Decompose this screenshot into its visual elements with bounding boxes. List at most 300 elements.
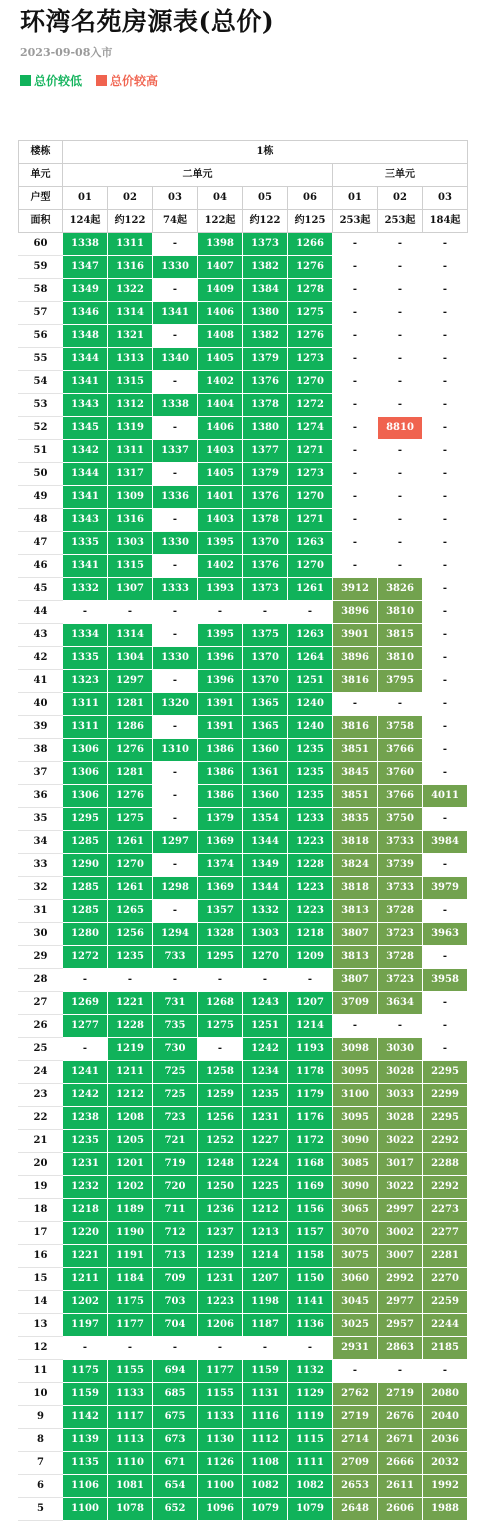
price-cell: 1106 xyxy=(63,1475,108,1498)
price-cell: 3100 xyxy=(333,1084,378,1107)
price-cell: 1396 xyxy=(198,670,243,693)
table-row xyxy=(19,1452,468,1475)
price-cell: 3760 xyxy=(378,762,423,785)
price-cell: 1360 xyxy=(243,785,288,808)
price-cell: 1119 xyxy=(288,1406,333,1429)
price-cell: 1136 xyxy=(288,1314,333,1337)
table-row xyxy=(19,739,468,762)
price-cell: 1322 xyxy=(108,279,153,302)
price-cell: 3958 xyxy=(423,969,468,992)
price-cell: 3963 xyxy=(423,923,468,946)
price-cell: 2295 xyxy=(423,1061,468,1084)
price-cell: - xyxy=(423,900,468,923)
price-cell: 1126 xyxy=(198,1452,243,1475)
price-cell: - xyxy=(153,785,198,808)
floor-label: 29 xyxy=(19,946,63,969)
price-cell: 1240 xyxy=(288,693,333,716)
table-row xyxy=(19,1245,468,1268)
price-cell: 2863 xyxy=(378,1337,423,1360)
price-cell: 1135 xyxy=(63,1452,108,1475)
price-cell: 1243 xyxy=(243,992,288,1015)
price-cell: 1403 xyxy=(198,509,243,532)
price-cell: - xyxy=(63,969,108,992)
price-cell: 1223 xyxy=(198,1291,243,1314)
price-cell: 1377 xyxy=(243,440,288,463)
area-header: 74起 xyxy=(153,210,198,233)
header-row-area xyxy=(19,210,468,233)
price-cell: 3065 xyxy=(333,1199,378,1222)
table-row xyxy=(19,1429,468,1452)
floor-label: 20 xyxy=(19,1153,63,1176)
price-cell: 1330 xyxy=(153,532,198,555)
price-cell: 3979 xyxy=(423,877,468,900)
price-cell: - xyxy=(423,256,468,279)
price-cell: 3818 xyxy=(333,831,378,854)
price-cell: 3810 xyxy=(378,601,423,624)
price-cell: 1374 xyxy=(198,854,243,877)
price-cell: - xyxy=(153,762,198,785)
price-cell: 1370 xyxy=(243,647,288,670)
floor-label: 11 xyxy=(19,1360,63,1383)
price-cell: 2281 xyxy=(423,1245,468,1268)
price-cell: 1155 xyxy=(198,1383,243,1406)
table-row xyxy=(19,1475,468,1498)
price-cell: 1276 xyxy=(288,256,333,279)
price-cell: - xyxy=(423,762,468,785)
price-cell: 1256 xyxy=(108,923,153,946)
price-cell: 8810 xyxy=(378,417,423,440)
price-cell: 2259 xyxy=(423,1291,468,1314)
table-row xyxy=(19,647,468,670)
price-cell: 1248 xyxy=(198,1153,243,1176)
price-cell: 1189 xyxy=(108,1199,153,1222)
price-cell: 3095 xyxy=(333,1107,378,1130)
price-cell: - xyxy=(423,670,468,693)
price-cell: 2957 xyxy=(378,1314,423,1337)
price-cell: 1111 xyxy=(288,1452,333,1475)
price-cell: 3025 xyxy=(333,1314,378,1337)
price-cell: - xyxy=(333,302,378,325)
floor-label: 51 xyxy=(19,440,63,463)
price-cell: 1341 xyxy=(63,371,108,394)
price-cell: - xyxy=(153,371,198,394)
price-cell: 1115 xyxy=(288,1429,333,1452)
floor-label: 52 xyxy=(19,417,63,440)
price-cell: 1235 xyxy=(108,946,153,969)
price-cell: 654 xyxy=(153,1475,198,1498)
price-cell: 1259 xyxy=(198,1084,243,1107)
price-cell: 1297 xyxy=(108,670,153,693)
price-cell: 1393 xyxy=(198,578,243,601)
price-cell: - xyxy=(423,946,468,969)
price-cell: 1369 xyxy=(198,831,243,854)
floor-label: 18 xyxy=(19,1199,63,1222)
price-cell: 1100 xyxy=(63,1498,108,1521)
price-cell: 721 xyxy=(153,1130,198,1153)
price-cell: 1225 xyxy=(243,1176,288,1199)
price-cell: 1116 xyxy=(243,1406,288,1429)
price-cell: 720 xyxy=(153,1176,198,1199)
price-cell: 1096 xyxy=(198,1498,243,1521)
price-cell: 1281 xyxy=(108,762,153,785)
price-cell: 3733 xyxy=(378,877,423,900)
price-cell: - xyxy=(423,440,468,463)
price-cell: 2273 xyxy=(423,1199,468,1222)
price-cell: - xyxy=(198,1038,243,1061)
price-cell: 1285 xyxy=(63,900,108,923)
table-row xyxy=(19,1061,468,1084)
price-cell: 1403 xyxy=(198,440,243,463)
table-row xyxy=(19,1406,468,1429)
price-cell: 1212 xyxy=(108,1084,153,1107)
price-cell: - xyxy=(243,969,288,992)
table-row xyxy=(19,1130,468,1153)
price-cell: 1401 xyxy=(198,486,243,509)
floor-label: 42 xyxy=(19,647,63,670)
room-header: 01 xyxy=(333,187,378,210)
price-cell: 3824 xyxy=(333,854,378,877)
price-cell: 3758 xyxy=(378,716,423,739)
price-cell: 1337 xyxy=(153,440,198,463)
price-cell: 1384 xyxy=(243,279,288,302)
price-cell: - xyxy=(423,578,468,601)
price-cell: 1340 xyxy=(153,348,198,371)
price-cell: 1265 xyxy=(108,900,153,923)
floor-label: 21 xyxy=(19,1130,63,1153)
price-cell: 1269 xyxy=(63,992,108,1015)
table-row xyxy=(19,1337,468,1360)
price-cell: - xyxy=(378,1360,423,1383)
price-cell: 1320 xyxy=(153,693,198,716)
price-cell: 1214 xyxy=(243,1245,288,1268)
price-cell: - xyxy=(423,509,468,532)
price-cell: - xyxy=(378,440,423,463)
price-cell: 3845 xyxy=(333,762,378,785)
floor-label: 36 xyxy=(19,785,63,808)
price-cell: - xyxy=(333,1015,378,1038)
price-cell: 2606 xyxy=(378,1498,423,1521)
floor-label: 57 xyxy=(19,302,63,325)
price-cell: 1235 xyxy=(288,762,333,785)
price-cell: - xyxy=(423,716,468,739)
price-cell: 1365 xyxy=(243,716,288,739)
price-cell: 1235 xyxy=(63,1130,108,1153)
price-cell: 1231 xyxy=(243,1107,288,1130)
price-cell: 1348 xyxy=(63,325,108,348)
price-cell: 2997 xyxy=(378,1199,423,1222)
price-cell: 1223 xyxy=(288,831,333,854)
price-cell: 1176 xyxy=(288,1107,333,1130)
price-cell: 1219 xyxy=(108,1038,153,1061)
price-cell: 1079 xyxy=(288,1498,333,1521)
price-cell: 694 xyxy=(153,1360,198,1383)
price-cell: 3090 xyxy=(333,1176,378,1199)
price-cell: - xyxy=(378,256,423,279)
price-cell: 1315 xyxy=(108,555,153,578)
floor-label: 37 xyxy=(19,762,63,785)
price-cell: 3085 xyxy=(333,1153,378,1176)
price-cell: - xyxy=(333,532,378,555)
price-cell: 1280 xyxy=(63,923,108,946)
table-row xyxy=(19,992,468,1015)
price-cell: 1316 xyxy=(108,509,153,532)
price-cell: 1330 xyxy=(153,256,198,279)
price-cell: 3045 xyxy=(333,1291,378,1314)
price-cell: 2666 xyxy=(378,1452,423,1475)
price-cell: - xyxy=(63,1337,108,1360)
floor-label: 56 xyxy=(19,325,63,348)
price-cell: 1252 xyxy=(198,1130,243,1153)
price-cell: 1386 xyxy=(198,739,243,762)
price-cell: 1156 xyxy=(288,1199,333,1222)
price-cell: 1261 xyxy=(288,578,333,601)
price-cell: - xyxy=(198,1337,243,1360)
price-cell: - xyxy=(423,647,468,670)
price-cell: 1386 xyxy=(198,762,243,785)
price-cell: 1379 xyxy=(243,348,288,371)
price-cell: 712 xyxy=(153,1222,198,1245)
price-cell: 1242 xyxy=(243,1038,288,1061)
table-row xyxy=(19,256,468,279)
price-cell: 1276 xyxy=(288,325,333,348)
area-label: 面积 xyxy=(19,210,63,233)
price-cell: 1223 xyxy=(288,877,333,900)
price-cell: - xyxy=(288,969,333,992)
price-cell: 1159 xyxy=(243,1360,288,1383)
price-cell: 1270 xyxy=(288,555,333,578)
price-cell: 1275 xyxy=(198,1015,243,1038)
floor-label: 41 xyxy=(19,670,63,693)
floor-label: 15 xyxy=(19,1268,63,1291)
price-cell: - xyxy=(378,325,423,348)
price-cell: 1273 xyxy=(288,463,333,486)
price-cell: 1409 xyxy=(198,279,243,302)
price-cell: 1406 xyxy=(198,417,243,440)
price-cell: 1212 xyxy=(243,1199,288,1222)
price-cell: 1298 xyxy=(153,877,198,900)
floor-label: 22 xyxy=(19,1107,63,1130)
price-cell: 2992 xyxy=(378,1268,423,1291)
price-cell: 3818 xyxy=(333,877,378,900)
price-cell: 1175 xyxy=(63,1360,108,1383)
price-cell: - xyxy=(333,1360,378,1383)
table-row xyxy=(19,371,468,394)
price-cell: 1275 xyxy=(108,808,153,831)
price-cell: 1158 xyxy=(288,1245,333,1268)
price-cell: - xyxy=(63,1038,108,1061)
price-cell: 2653 xyxy=(333,1475,378,1498)
price-cell: 1211 xyxy=(63,1268,108,1291)
price-cell: 1177 xyxy=(108,1314,153,1337)
price-cell: 2032 xyxy=(423,1452,468,1475)
price-cell: 1202 xyxy=(63,1291,108,1314)
legend-label-low: 总价较低 xyxy=(34,74,83,88)
header-row-unit xyxy=(19,164,468,187)
price-cell: 1406 xyxy=(198,302,243,325)
price-cell: 1202 xyxy=(108,1176,153,1199)
price-cell: 1341 xyxy=(153,302,198,325)
price-cell: 1286 xyxy=(108,716,153,739)
price-cell: 1346 xyxy=(63,302,108,325)
price-cell: 1272 xyxy=(63,946,108,969)
price-cell: - xyxy=(333,371,378,394)
price-cell: 1338 xyxy=(63,233,108,256)
price-cell: 2719 xyxy=(378,1383,423,1406)
price-cell: 675 xyxy=(153,1406,198,1429)
price-cell: 1274 xyxy=(288,417,333,440)
price-cell: 1238 xyxy=(63,1107,108,1130)
page-title: 环湾名苑房源表(总价) xyxy=(20,7,275,36)
price-cell: - xyxy=(423,463,468,486)
price-cell: 3075 xyxy=(333,1245,378,1268)
price-cell: 1398 xyxy=(198,233,243,256)
legend-item-high xyxy=(96,72,158,89)
building-name: 1栋 xyxy=(63,141,468,164)
price-cell: 3912 xyxy=(333,578,378,601)
floor-label: 23 xyxy=(19,1084,63,1107)
price-cell: 1141 xyxy=(288,1291,333,1314)
price-cell: 1341 xyxy=(63,555,108,578)
green-swatch-icon xyxy=(20,75,31,86)
table-row xyxy=(19,1107,468,1130)
price-cell: - xyxy=(423,417,468,440)
table-row xyxy=(19,1176,468,1199)
floor-label: 35 xyxy=(19,808,63,831)
area-header: 约125 xyxy=(288,210,333,233)
room-header: 01 xyxy=(63,187,108,210)
price-cell: 1395 xyxy=(198,532,243,555)
price-cell: - xyxy=(423,555,468,578)
price-cell: 1310 xyxy=(153,739,198,762)
area-header: 253起 xyxy=(333,210,378,233)
price-cell: 3810 xyxy=(378,647,423,670)
price-cell: - xyxy=(153,417,198,440)
price-cell: 3815 xyxy=(378,624,423,647)
price-cell: - xyxy=(423,233,468,256)
price-cell: 3634 xyxy=(378,992,423,1015)
price-cell: - xyxy=(153,233,198,256)
price-cell: 1405 xyxy=(198,463,243,486)
price-cell: 3901 xyxy=(333,624,378,647)
price-cell: 1242 xyxy=(63,1084,108,1107)
price-cell: 3795 xyxy=(378,670,423,693)
floor-label: 14 xyxy=(19,1291,63,1314)
price-cell: 1343 xyxy=(63,509,108,532)
price-cell: 1236 xyxy=(198,1199,243,1222)
table-row xyxy=(19,1498,468,1521)
floor-label: 58 xyxy=(19,279,63,302)
area-header: 约122 xyxy=(243,210,288,233)
price-cell: 671 xyxy=(153,1452,198,1475)
floor-label: 7 xyxy=(19,1452,63,1475)
table-row xyxy=(19,463,468,486)
price-cell: 1309 xyxy=(108,486,153,509)
price-cell: 1344 xyxy=(63,348,108,371)
price-table xyxy=(18,140,468,1521)
price-cell: - xyxy=(288,1337,333,1360)
price-cell: 3007 xyxy=(378,1245,423,1268)
price-cell: 1208 xyxy=(108,1107,153,1130)
floor-label: 44 xyxy=(19,601,63,624)
price-cell: 2719 xyxy=(333,1406,378,1429)
table-row xyxy=(19,946,468,969)
price-cell: 1404 xyxy=(198,394,243,417)
floor-label: 47 xyxy=(19,532,63,555)
price-cell: - xyxy=(423,1015,468,1038)
price-cell: 1264 xyxy=(288,647,333,670)
price-cell: 1112 xyxy=(243,1429,288,1452)
price-cell: 2709 xyxy=(333,1452,378,1475)
floor-label: 10 xyxy=(19,1383,63,1406)
price-cell: 1323 xyxy=(63,670,108,693)
price-cell: 3816 xyxy=(333,670,378,693)
floor-label: 26 xyxy=(19,1015,63,1038)
price-cell: 1266 xyxy=(288,233,333,256)
price-cell: - xyxy=(378,371,423,394)
price-cell: 711 xyxy=(153,1199,198,1222)
price-cell: 1354 xyxy=(243,808,288,831)
price-cell: 725 xyxy=(153,1061,198,1084)
table-row xyxy=(19,1015,468,1038)
price-cell: 1108 xyxy=(243,1452,288,1475)
price-cell: 1344 xyxy=(243,831,288,854)
price-cell: 1370 xyxy=(243,670,288,693)
floor-label: 48 xyxy=(19,509,63,532)
price-cell: 1251 xyxy=(243,1015,288,1038)
price-cell: - xyxy=(108,969,153,992)
legend xyxy=(20,72,172,89)
header-row-building xyxy=(19,141,468,164)
room-header: 02 xyxy=(378,187,423,210)
price-cell: 1336 xyxy=(153,486,198,509)
price-cell: - xyxy=(378,532,423,555)
table-row xyxy=(19,1268,468,1291)
price-cell: - xyxy=(378,302,423,325)
table-row xyxy=(19,1038,468,1061)
price-cell: 1375 xyxy=(243,624,288,647)
area-header: 253起 xyxy=(378,210,423,233)
table-row xyxy=(19,279,468,302)
table-row xyxy=(19,1360,468,1383)
price-cell: 719 xyxy=(153,1153,198,1176)
price-cell: 1228 xyxy=(288,854,333,877)
price-cell: 1198 xyxy=(243,1291,288,1314)
table-row xyxy=(19,348,468,371)
table-row xyxy=(19,509,468,532)
price-cell: 1172 xyxy=(288,1130,333,1153)
price-cell: 1342 xyxy=(63,440,108,463)
price-cell: 1082 xyxy=(288,1475,333,1498)
table-row xyxy=(19,578,468,601)
floor-label: 9 xyxy=(19,1406,63,1429)
price-cell: 1268 xyxy=(198,992,243,1015)
price-cell: 3851 xyxy=(333,739,378,762)
floor-label: 46 xyxy=(19,555,63,578)
price-cell: 1261 xyxy=(108,877,153,900)
price-cell: 1405 xyxy=(198,348,243,371)
price-cell: 3033 xyxy=(378,1084,423,1107)
price-cell: 1370 xyxy=(243,532,288,555)
price-cell: 2040 xyxy=(423,1406,468,1429)
floor-label: 38 xyxy=(19,739,63,762)
floor-label: 27 xyxy=(19,992,63,1015)
price-cell: 3728 xyxy=(378,900,423,923)
room-header: 03 xyxy=(423,187,468,210)
price-cell: 1272 xyxy=(288,394,333,417)
price-cell: 1250 xyxy=(198,1176,243,1199)
price-cell: - xyxy=(333,463,378,486)
floor-label: 55 xyxy=(19,348,63,371)
